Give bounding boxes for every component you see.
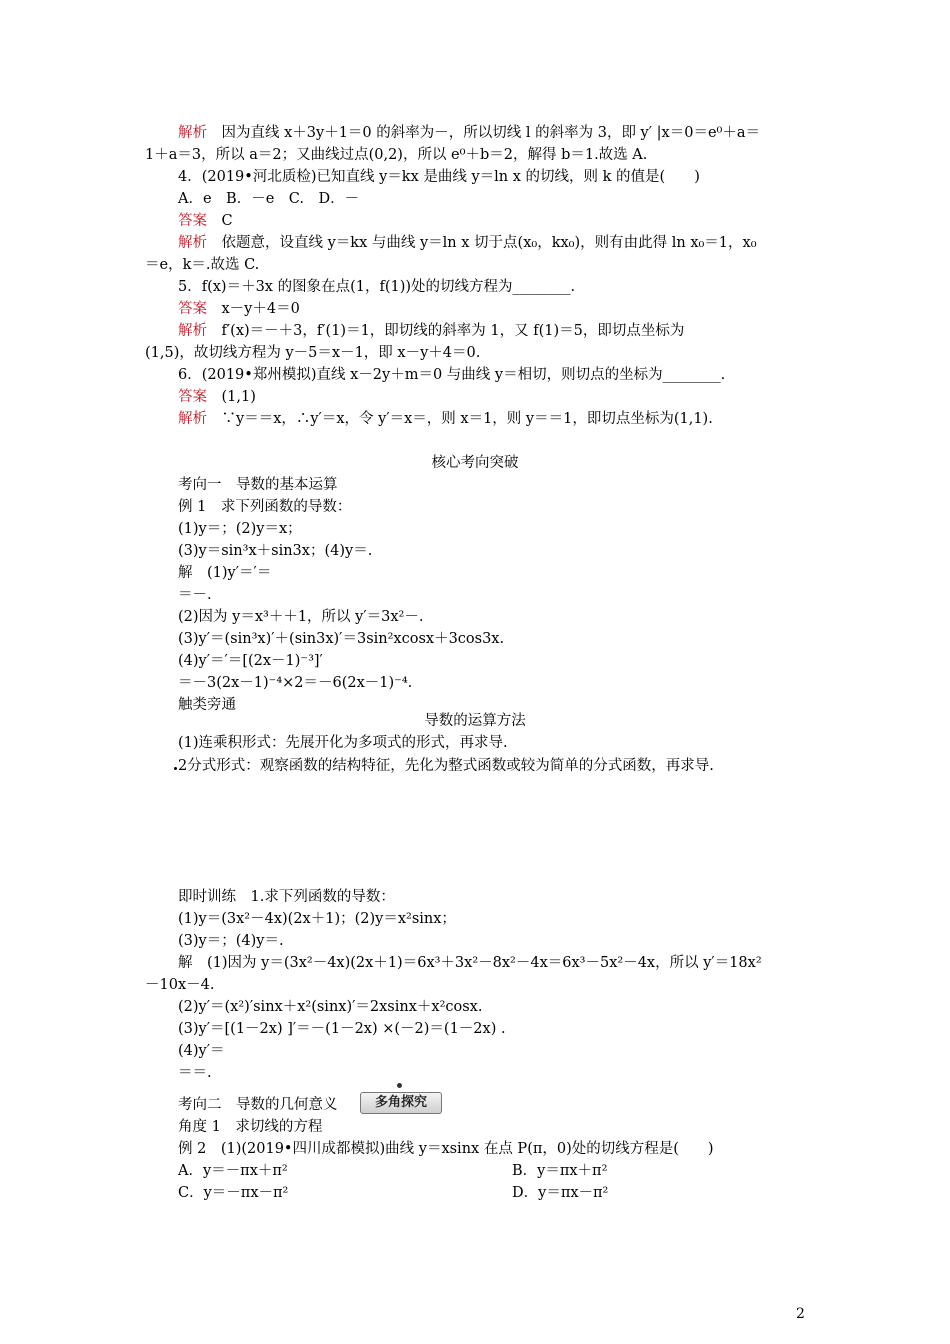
text-line: ＝＝.	[178, 1065, 212, 1081]
text-line	[178, 234, 757, 252]
line-text: ∵y＝＝x，∴y′＝x，令 y′＝x＝，则 x＝1，则 y＝＝1，即切点坐标为(1,1).	[207, 411, 713, 427]
text-line	[178, 322, 684, 340]
text-line: 例 1 求下列函数的导数：	[178, 499, 352, 515]
label-analysis: 解析	[178, 235, 207, 251]
text-line: ＝－3(2x－1)⁻⁴×2＝－6(2x－1)⁻⁴.	[178, 675, 413, 691]
text-line	[178, 300, 300, 318]
text-line: 解 (1)因为 y＝(3x²－4x)(2x＋1)＝6x³＋3x²－8x²－4x＝6x³－5x²－4x，所以 y′＝18x²	[178, 955, 762, 971]
line-text: 依题意，设直线 y＝kx 与曲线 y＝ln x 切于点(x₀，kx₀)，则有由此得 ln x₀＝1，x₀	[207, 235, 757, 251]
text-line: 考向一 导数的基本运算	[178, 477, 338, 493]
text-line: (4)y′＝′＝[(2x－1)⁻³]′	[178, 653, 323, 669]
line-text: 因为直线 x＋3y＋1＝0 的斜率为－，所以切线 l 的斜率为 3，即 y′ |x＝0＝e⁰＋a＝	[207, 125, 760, 141]
line-text: 1＋a＝3，所以 a＝2；又曲线过点(0,2)，所以 e⁰＋b＝2，解得 b＝1.故选 A.	[145, 147, 648, 163]
angle-one-title: 角度 1 求切线的方程	[178, 1119, 323, 1135]
line-text: C	[207, 213, 233, 229]
text-line	[178, 168, 700, 186]
text-line: 即时训练 1.求下列函数的导数：	[178, 889, 395, 905]
bullet-dot	[174, 767, 177, 770]
option-c: C．y＝－πx－π²	[178, 1185, 289, 1201]
line-text: (1,1)	[207, 389, 256, 405]
line-text: f′(x)＝－＋3，f′(1)＝1，即切线的斜率为 1，又 f(1)＝5，即切点坐标为	[207, 323, 685, 339]
text-line	[145, 344, 480, 362]
badge-dot-icon	[397, 1083, 402, 1088]
label-answer: 答案	[178, 213, 207, 229]
line-text: 4．(2019•河北质检)已知直线 y＝kx 是曲线 y＝ln x 的切线，则 k 的值是( )	[178, 169, 700, 185]
label-answer: 答案	[178, 389, 207, 405]
text-line: 触类旁通	[178, 697, 236, 713]
page-number: 2	[796, 1306, 805, 1322]
text-line: －10x－4.	[145, 977, 215, 993]
text-line: (3)y＝；(4)y＝.	[178, 933, 284, 949]
line-text: ＝e，k＝.故选 C.	[145, 257, 260, 273]
text-line	[145, 256, 259, 274]
line-text: 5．f(x)＝＋3x 的图象在点(1，f(1))处的切线方程为________.	[178, 279, 576, 295]
text-line: (3)y′＝(sin³x)′＋(sin3x)′＝3sin²xcosx＋3cos3x.	[178, 631, 505, 647]
text-line: ＝－.	[178, 587, 212, 603]
line-text: 6．(2019•郑州模拟)直线 x－2y＋m＝0 与曲线 y＝相切，则切点的坐标为________.	[178, 367, 726, 383]
text-line	[178, 410, 713, 428]
label-answer: 答案	[178, 301, 207, 317]
text-line: (2)y′＝(x²)′sinx＋x²(sinx)′＝2xsinx＋x²cosx.	[178, 999, 483, 1015]
text-line: (2)因为 y＝x³＋＋1，所以 y′＝3x²－.	[178, 609, 424, 625]
text-line	[178, 124, 760, 142]
text-line: (3)y′＝[(1－2x) ]′＝－(1－2x) ×(－2)＝(1－2x) .	[178, 1021, 506, 1037]
text-line	[145, 146, 647, 164]
method-title: 导数的运算方法	[424, 713, 526, 729]
text-line	[178, 366, 725, 384]
method-line-1: (1)连乘积形式：先展开化为多项式的形式，再求导.	[178, 735, 508, 751]
line-text: x－y＋4＝0	[207, 301, 300, 317]
multi-angle-badge: 多角探究	[360, 1092, 442, 1114]
text-line: (4)y′＝	[178, 1043, 225, 1059]
section-title: 核心考向突破	[431, 455, 519, 471]
label-analysis: 解析	[178, 411, 207, 427]
line-text: A．e B．－e C. D．－	[178, 191, 360, 207]
text-line	[178, 190, 359, 208]
example-two: 例 2 (1)(2019•四川成都模拟)曲线 y＝xsinx 在点 P(π，0)处的切线方程是( )	[178, 1141, 714, 1157]
option-d: D．y＝πx－π²	[512, 1185, 609, 1201]
label-analysis: 解析	[178, 125, 207, 141]
label-analysis: 解析	[178, 323, 207, 339]
option-b: B．y＝πx＋π²	[512, 1163, 608, 1179]
text-line: (1)y＝(3x²－4x)(2x＋1)；(2)y＝x²sinx；	[178, 911, 456, 927]
text-line	[178, 278, 575, 296]
text-line: (1)y＝；(2)y＝x；	[178, 521, 302, 537]
text-line: 解 (1)y′＝′＝	[178, 565, 272, 581]
direction-two-title: 考向二 导数的几何意义	[178, 1097, 338, 1113]
option-a: A．y＝－πx＋π²	[178, 1163, 288, 1179]
text-line: (3)y＝sin³x＋sin3x；(4)y＝.	[178, 543, 373, 559]
method-line-2: 2分式形式：观察函数的结构特征，先化为整式函数或较为简单的分式函数，再求导.	[178, 758, 714, 774]
text-line	[178, 212, 233, 230]
line-text: (1,5)，故切线方程为 y－5＝x－1，即 x－y＋4＝0.	[145, 345, 481, 361]
text-line	[178, 388, 256, 406]
